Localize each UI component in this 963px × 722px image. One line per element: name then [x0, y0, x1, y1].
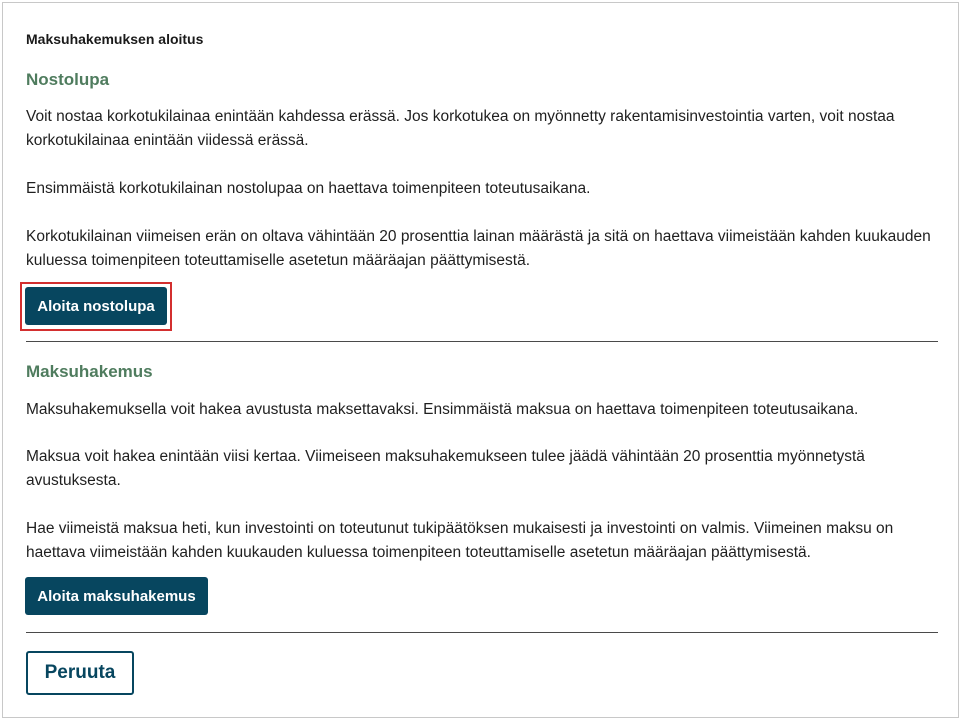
- nostolupa-paragraph-3-block: [26, 225, 938, 273]
- maksuhakemus-paragraph-2-block: [26, 445, 938, 493]
- section-divider: [26, 341, 938, 342]
- nostolupa-paragraph-2-block: [26, 177, 938, 201]
- nostolupa-paragraph-2: Ensimmäistä korkotukilainan nostolupaa on haettava toimenpiteen toteutusaikana.: [26, 180, 591, 197]
- maksuhakemus-paragraph-3-block: [26, 517, 938, 565]
- nostolupa-paragraph-1: Voit nostaa korkotukilainaa enintään kahdessa erässä. Jos korkotukea on myönnetty rakentamisinvestointia varten, voit nostaa korkotukilainaa enintään viidessä erässä.: [26, 108, 895, 149]
- maksuhakemus-paragraph-1-block: [26, 398, 938, 422]
- nostolupa-heading: Nostolupa: [26, 70, 110, 89]
- maksuhakemus-heading: Maksuhakemus: [26, 362, 153, 381]
- nostolupa-paragraph-3: Korkotukilainan viimeisen erän on oltava vähintään 20 prosenttia lainan määrästä ja sitä on haettava viimeistään kahden kuukauden kuluessa toimenpiteen toteuttamiselle asetetun määräajan päättymisestä.: [26, 228, 931, 269]
- maksuhakemus-paragraph-1: Maksuhakemuksella voit hakea avustusta maksettavaksi. Ensimmäistä maksua on haettava toimenpiteen toteutusaikana.: [26, 401, 859, 418]
- dialog-title: Maksuhakemuksen aloitus: [26, 31, 204, 47]
- nostolupa-section: [26, 69, 938, 91]
- maksuhakemus-paragraph-3: Hae viimeistä maksua heti, kun investointi on toteutunut tukipäätöksen mukaisesti ja investointi on valmis. Viimeinen maksu on haettava viimeistään kahden kuukauden kuluessa toimenpiteen toteuttamiselle asetetun määräajan päättymisestä.: [26, 520, 894, 561]
- payment-application-dialog: [2, 2, 959, 718]
- start-nostolupa-button[interactable]: Aloita nostolupa: [25, 287, 167, 325]
- cancel-button[interactable]: Peruuta: [26, 651, 134, 695]
- footer-divider: [26, 632, 938, 633]
- maksuhakemus-paragraph-2: Maksua voit hakea enintään viisi kertaa. Viimeiseen maksuhakemukseen tulee jäädä vähintään 20 prosenttia myönnetystä avustuksesta.: [26, 448, 865, 489]
- nostolupa-paragraph-1-block: [26, 105, 938, 153]
- start-maksuhakemus-button[interactable]: Aloita maksuhakemus: [25, 577, 208, 615]
- maksuhakemus-section: [26, 361, 938, 383]
